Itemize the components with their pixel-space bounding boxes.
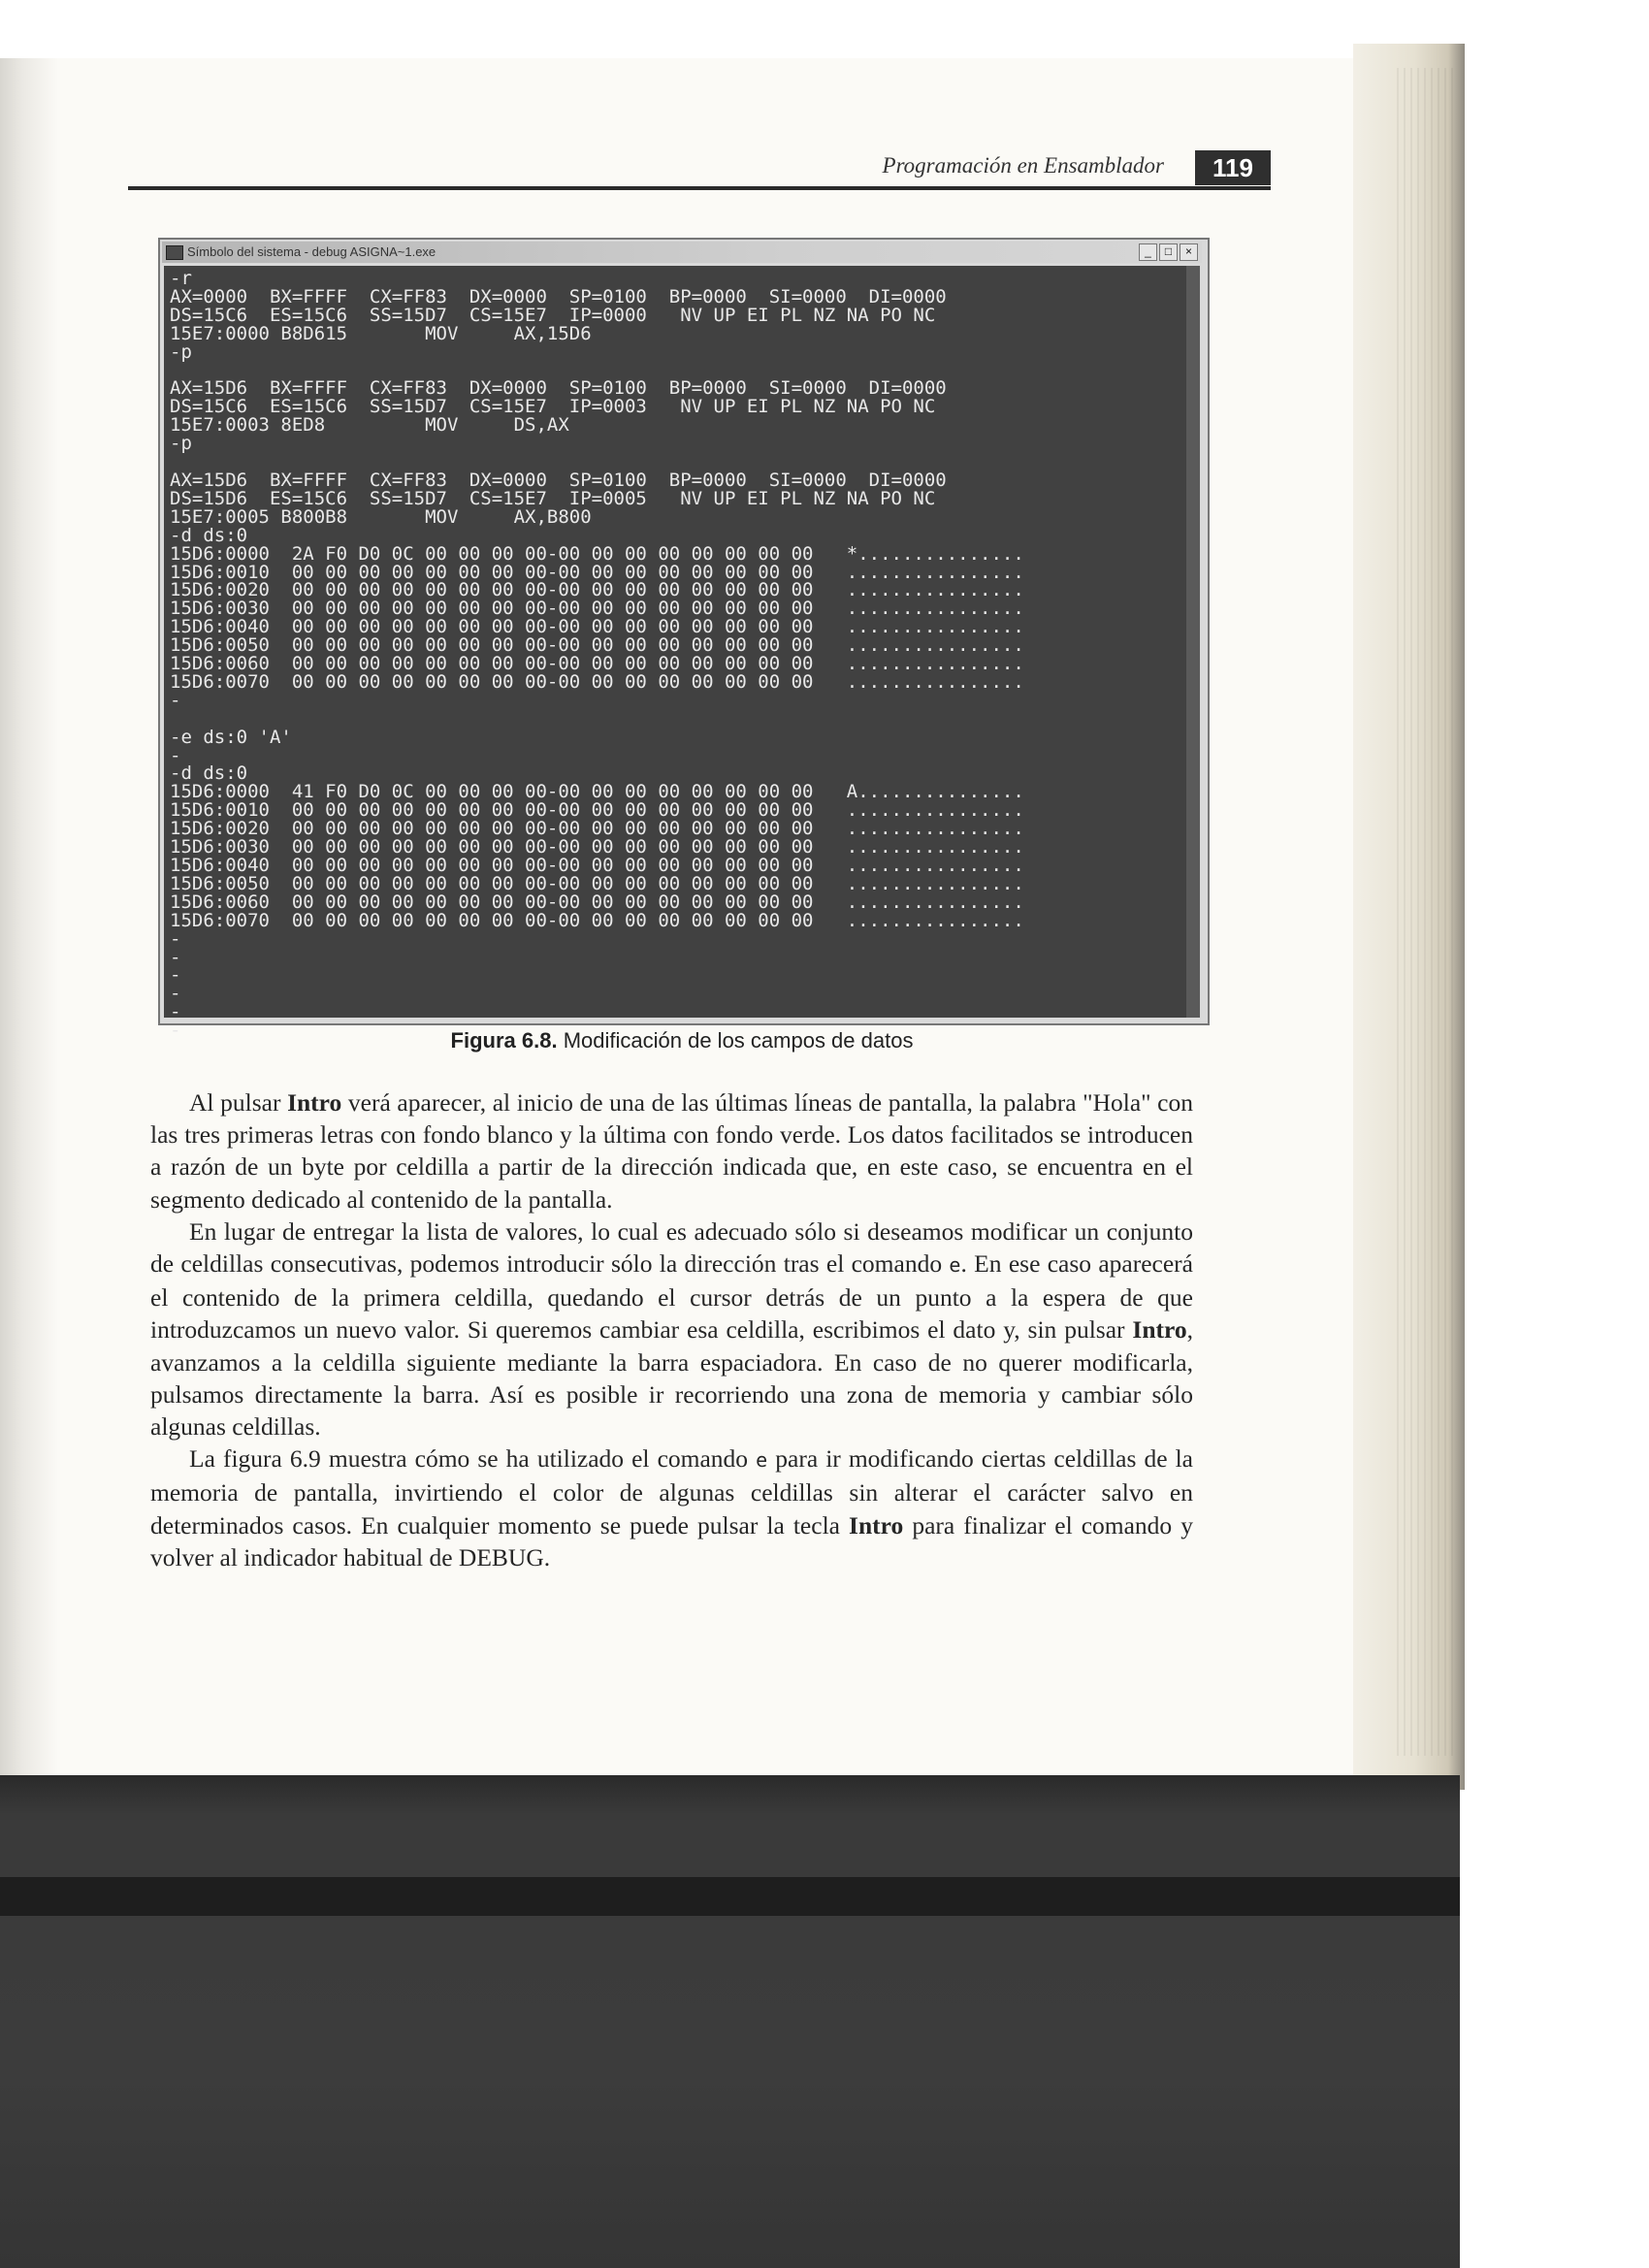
terminal-line: - [170, 946, 181, 968]
header-rule [128, 186, 1271, 190]
terminal-line: 15D6:0010 00 00 00 00 00 00 00 00-00 00 00 00 00 00 00 00 ................ [170, 799, 1024, 822]
terminal-line: -r [170, 268, 192, 289]
terminal-line: 15D6:0000 41 F0 D0 0C 00 00 00 00-00 00 00 00 00 00 00 00 A............... [170, 781, 1024, 803]
terminal-line: 15D6:0010 00 00 00 00 00 00 00 00-00 00 00 00 00 00 00 00 ................ [170, 561, 1024, 583]
terminal-line: AX=0000 BX=FFFF CX=FF83 DX=0000 SP=0100 BP=0000 SI=0000 DI=0000 [170, 285, 947, 308]
terminal-line: -d ds:0 [170, 762, 248, 785]
terminal-line: -p [170, 433, 192, 455]
terminal-line: - [170, 927, 181, 950]
terminal-line [170, 710, 1024, 729]
console-titlebar[interactable] [162, 242, 1202, 263]
p3-command-e: e [756, 1448, 768, 1473]
p2-text-3: , avanzamos a la celdilla siguiente mediante la barra espaciadora. En caso de no querer modificarla, pulsamos directamente la barra. Así es posible ir recorriendo una zona de memoria y cambiar sólo algunas celdillas. [150, 1315, 1193, 1442]
p2-bold-intro: Intro [1132, 1315, 1187, 1345]
paragraph-1 [150, 1086, 1193, 1215]
terminal-line: DS=15C6 ES=15C6 SS=15D7 CS=15E7 IP=0003 NV UP EI PL NZ NA PO NC [170, 396, 936, 418]
terminal-line: -d ds:0 [170, 524, 248, 546]
terminal-output [170, 270, 1024, 1040]
terminal-line: 15E7:0000 B8D615 MOV AX,15D6 [170, 322, 592, 344]
p3-text-2: para ir modificando ciertas celdillas de la memoria de pantalla, invirtiendo el color de algunas celdillas sin alterar el carácter salvo en determinados casos. En cualquier momento se puede pulsar la tecla [150, 1444, 1193, 1539]
terminal-line: 15D6:0060 00 00 00 00 00 00 00 00-00 00 00 00 00 00 00 00 ................ [170, 891, 1024, 913]
window-title: Símbolo del sistema - debug ASIGNA~1.exe [187, 244, 436, 259]
p3-bold-intro: Intro [849, 1510, 904, 1539]
console-icon [166, 245, 183, 260]
terminal-line: - [170, 964, 181, 987]
terminal-line: -p [170, 340, 192, 363]
terminal-line: 15D6:0070 00 00 00 00 00 00 00 00-00 00 00 00 00 00 00 00 ................ [170, 670, 1024, 693]
terminal-line: AX=15D6 BX=FFFF CX=FF83 DX=0000 SP=0100 BP=0000 SI=0000 DI=0000 [170, 469, 947, 491]
terminal-line: 15D6:0050 00 00 00 00 00 00 00 00-00 00 00 00 00 00 00 00 ................ [170, 634, 1024, 657]
terminal-line: 15D6:0000 2A F0 D0 0C 00 00 00 00-00 00 00 00 00 00 00 00 *............... [170, 542, 1024, 565]
paragraph-2 [150, 1215, 1193, 1442]
page-number: 119 [1195, 150, 1271, 185]
p2-command-e: e [949, 1253, 961, 1278]
terminal-line: 15E7:0003 8ED8 MOV DS,AX [170, 414, 569, 437]
scanner-background [0, 1775, 1460, 2268]
p1-bold-intro: Intro [287, 1088, 342, 1117]
body-text [150, 1086, 1193, 1573]
figure-label: Figura 6.8. [450, 1028, 558, 1053]
terminal-line: - [170, 1020, 181, 1042]
terminal-line: 15D6:0070 00 00 00 00 00 00 00 00-00 00 00 00 00 00 00 00 ................ [170, 909, 1024, 931]
maximize-button[interactable]: □ [1159, 243, 1178, 261]
figure-caption-text: Modificación de los campos de datos [563, 1028, 914, 1053]
close-button[interactable]: × [1180, 243, 1198, 261]
terminal-line: - [170, 689, 181, 711]
minimize-button[interactable]: _ [1139, 243, 1157, 261]
terminal-line: -e ds:0 'A' [170, 726, 292, 748]
terminal-line: 15E7:0005 B800B8 MOV AX,B800 [170, 505, 592, 528]
p2-text-1: En lugar de entregar la lista de valores, lo cual es adecuado sólo si deseamos modificar un conjunto de celdillas consecutivas, podemos introducir sólo la dirección tras el comando [150, 1216, 1193, 1279]
terminal-line: - [170, 1001, 181, 1023]
paragraph-3 [150, 1442, 1193, 1573]
page-gutter-shadow [0, 58, 58, 1795]
terminal-line: - [170, 983, 181, 1005]
terminal-line: DS=15D6 ES=15C6 SS=15D7 CS=15E7 IP=0005 NV UP EI PL NZ NA PO NC [170, 487, 936, 509]
scanner-dark-strip [0, 1877, 1460, 1916]
p1-text-1: Al pulsar [189, 1088, 288, 1117]
terminal-line: 15D6:0030 00 00 00 00 00 00 00 00-00 00 00 00 00 00 00 00 ................ [170, 598, 1024, 620]
terminal-line: 15D6:0040 00 00 00 00 00 00 00 00-00 00 00 00 00 00 00 00 ................ [170, 855, 1024, 876]
terminal-line: 15D6:0020 00 00 00 00 00 00 00 00-00 00 00 00 00 00 00 00 ................ [170, 579, 1024, 601]
p3-text-1: La figura 6.9 muestra cómo se ha utilizado el comando [189, 1444, 757, 1474]
terminal-line: - [170, 744, 181, 766]
terminal-line: 15D6:0030 00 00 00 00 00 00 00 00-00 00 00 00 00 00 00 00 ................ [170, 836, 1024, 859]
terminal-line: 15D6:0040 00 00 00 00 00 00 00 00-00 00 00 00 00 00 00 00 ................ [170, 616, 1024, 638]
window-controls [1139, 243, 1198, 261]
p2-text-2: . En ese caso aparecerá el contenido de la primera celdilla, quedando el cursor detrás de un punto a la espera de que introduzcamos un nuevo valor. Si queremos cambiar esa celdilla, escribimos el dato y, sin pulsar [150, 1249, 1193, 1345]
terminal-line: 15D6:0020 00 00 00 00 00 00 00 00-00 00 00 00 00 00 00 00 ................ [170, 818, 1024, 840]
p3-text-3: para finalizar el comando y volver al indicador habitual de DEBUG. [150, 1510, 1193, 1571]
running-header-title: Programación en Ensamblador [882, 153, 1164, 178]
figure-caption [158, 1028, 1206, 1053]
terminal-line: 15D6:0050 00 00 00 00 00 00 00 00-00 00 00 00 00 00 00 00 ................ [170, 872, 1024, 894]
terminal-line: AX=15D6 BX=FFFF CX=FF83 DX=0000 SP=0100 BP=0000 SI=0000 DI=0000 [170, 377, 947, 400]
terminal-line: DS=15C6 ES=15C6 SS=15D7 CS=15E7 IP=0000 NV UP EI PL NZ NA PO NC [170, 304, 936, 326]
page-edge-stripes [1397, 68, 1455, 1756]
scan-margin-right [1460, 0, 1649, 2268]
terminal-line: 15D6:0060 00 00 00 00 00 00 00 00-00 00 00 00 00 00 00 00 ................ [170, 653, 1024, 675]
console-scrollbar[interactable] [1186, 266, 1200, 1018]
p1-text-2: verá aparecer, al inicio de una de las últimas líneas de pantalla, la palabra "Hola" con las tres primeras letras con fondo blanco y la última con fondo verde. Los datos facilitados se introducen a razón de un byte por celdilla a partir de la dirección indicada que, en este caso, se encuentra en el segmento dedicado al contenido de la pantalla. [150, 1088, 1193, 1214]
